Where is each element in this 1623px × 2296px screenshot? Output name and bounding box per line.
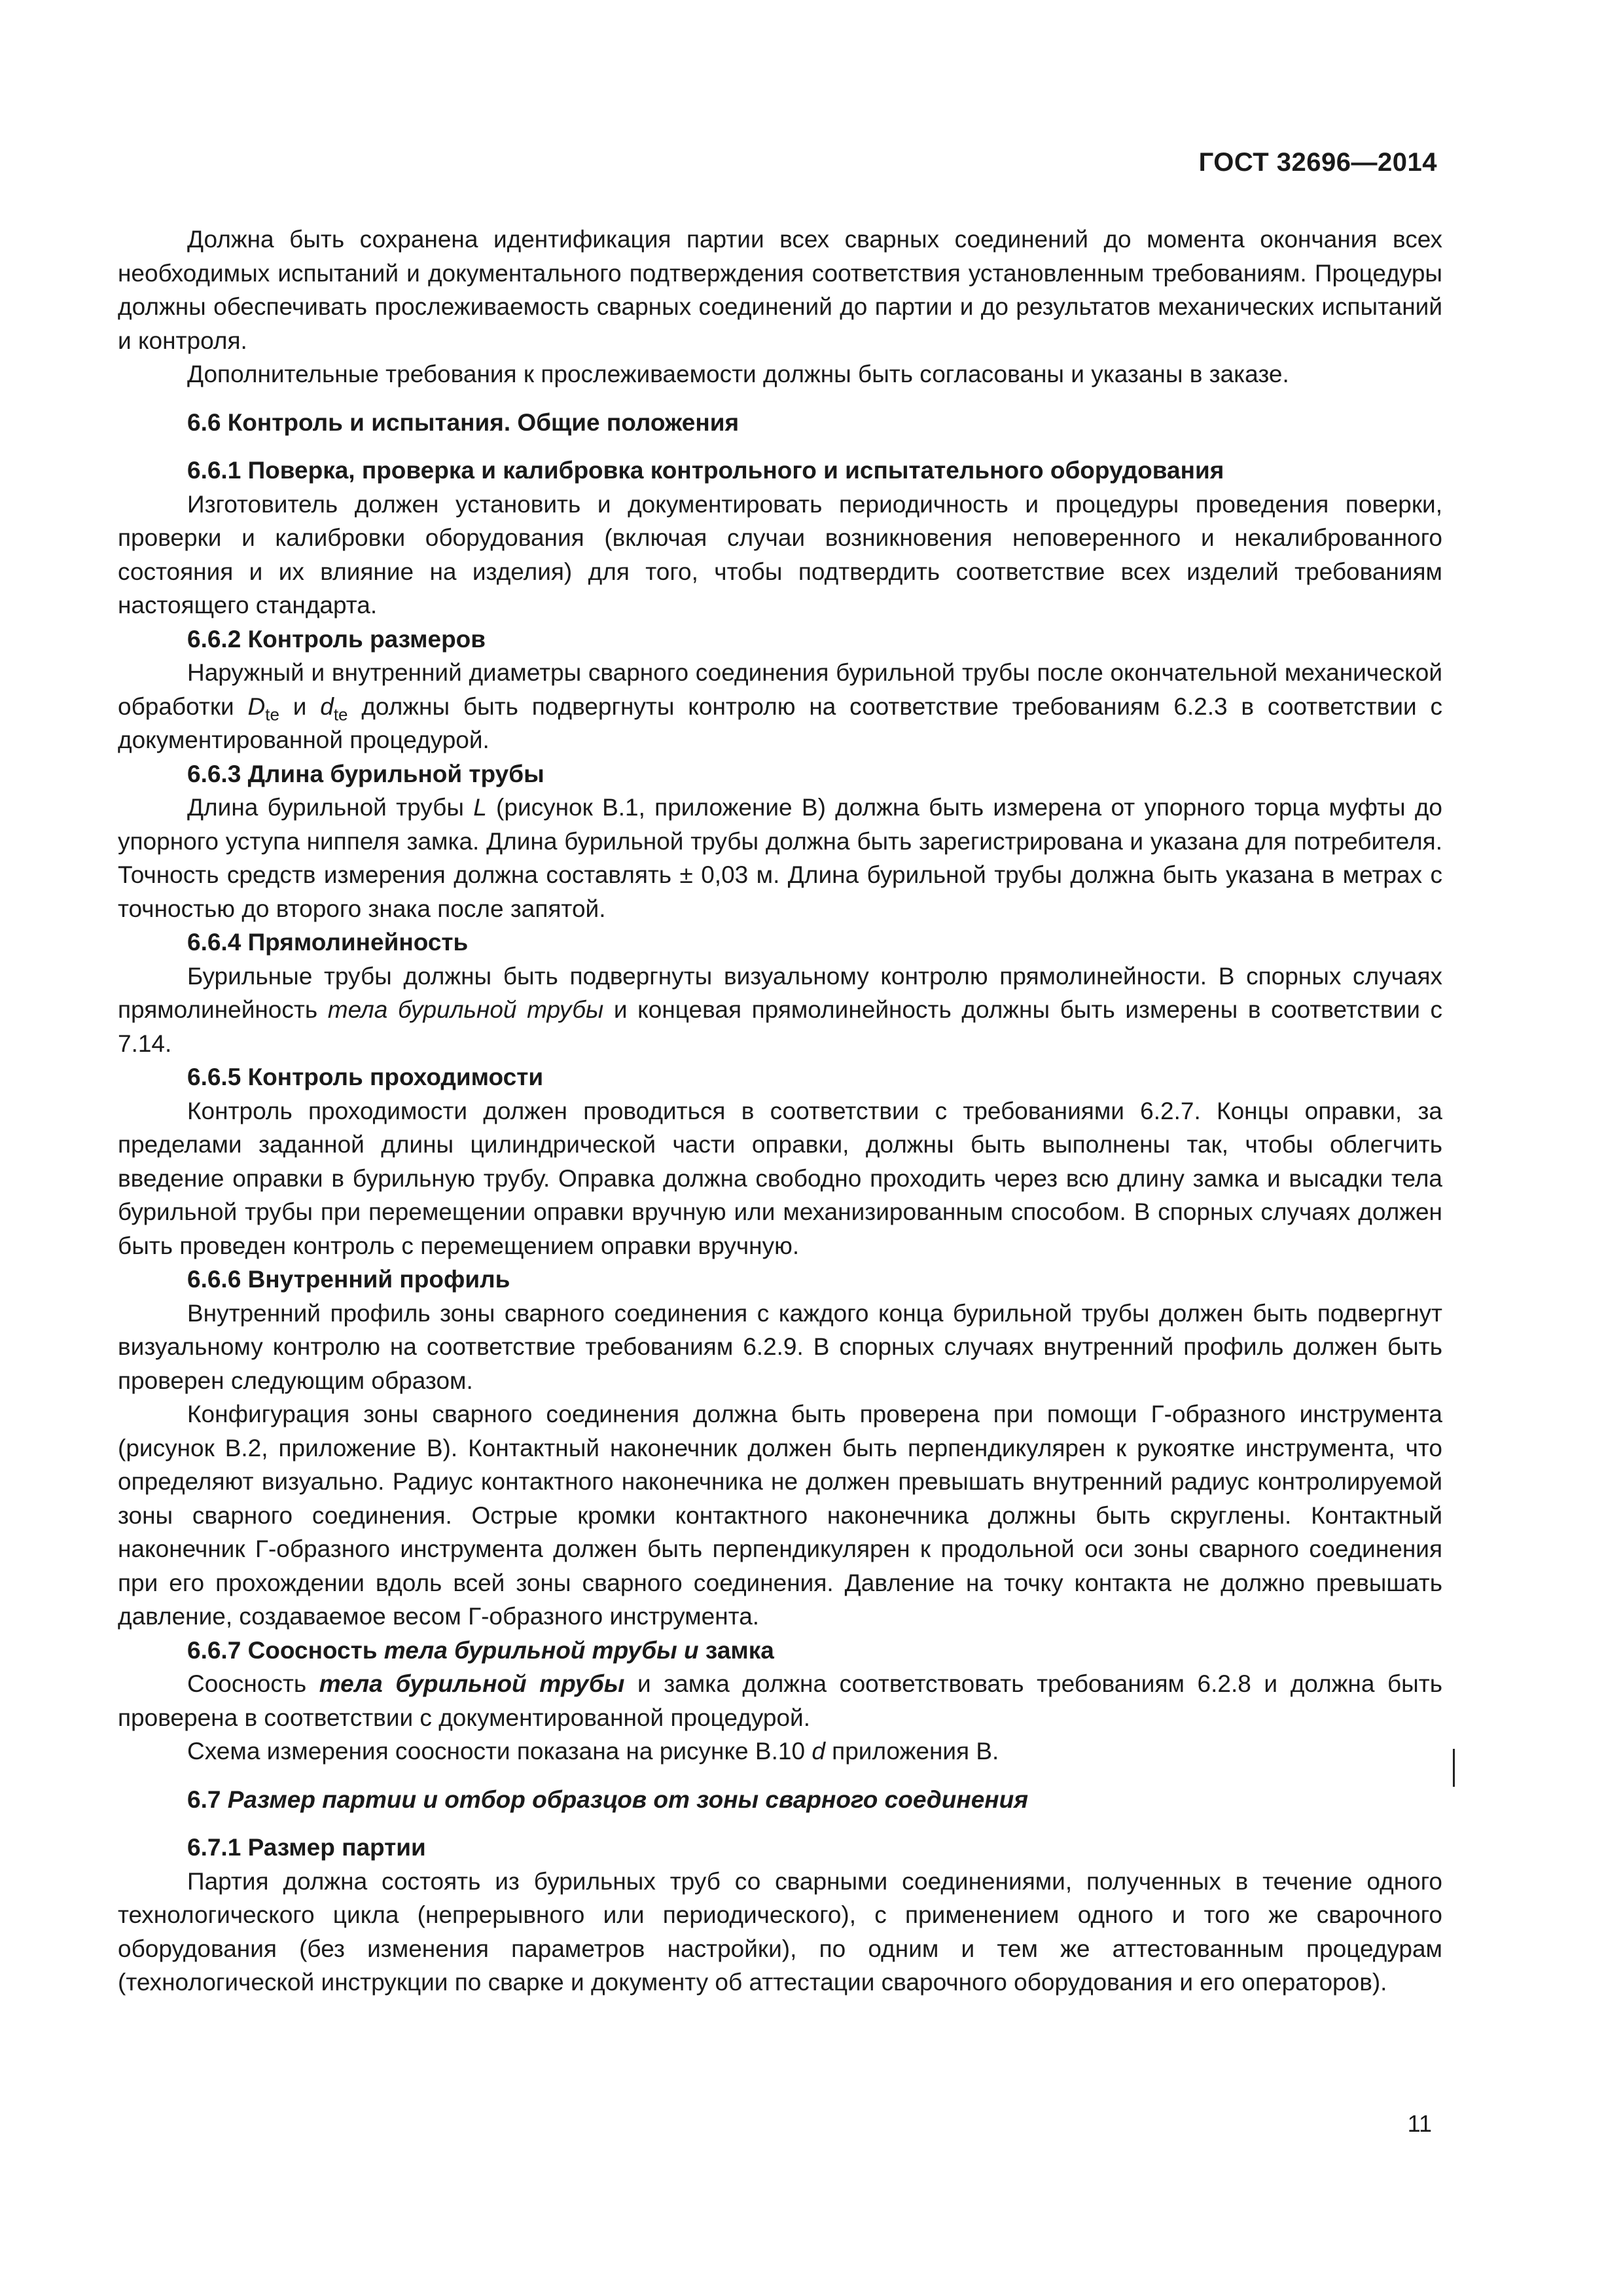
intro-paragraph-1: Должна быть сохранена идентификация партии всех сварных соединений до момента окончания всех необходимых испытаний и документального подтверждения соответствия установленным требованиям. Процедуры должны обеспечивать прослеживаемость сварных соединений до партии и до результатов механических испытаний и контроля. [118, 226, 1442, 354]
section-6-6-5-title: 6.6.5 Контроль проходимости [187, 1064, 544, 1090]
document-body [118, 223, 1442, 2000]
revision-change-bar [1453, 1749, 1455, 1787]
section-6-6-7-paragraph-1: Соосность тела бурильной трубы и замка должна соответствовать требованиям 6.2.8 и должна быть проверена в соответствии с документированной процедурой. [118, 1670, 1443, 1731]
section-6-6-5-paragraph: Контроль проходимости должен проводиться в соответствии с требованиями 6.2.7. Концы оправки, за пределами заданной длины цилиндрической части оправки, должны быть выполнены так, чтобы облегчить введение оправки в бурильную трубу. Оправка должна свободно проходить через всю длину замка и высадки тела бурильной трубы при перемещении оправки вручную или механизированным способом. В спорных случаях должен быть проведен контроль с перемещением оправки вручную. [118, 1097, 1442, 1259]
document-code: ГОСТ 32696—2014 [1198, 148, 1437, 177]
symbol-L: L [473, 794, 487, 821]
section-6-6-4-title: 6.6.4 Прямолинейность [187, 929, 469, 956]
section-6-6-4-paragraph: Бурильные трубы должны быть подвергнуты визуальному контролю прямолинейности. В спорных случаях прямолинейность тела бурильной трубы и концевая прямолинейность должны быть измерены в соответствии с 7.14. [118, 962, 1443, 1057]
section-6-7-1-paragraph: Партия должна состоять из бурильных труб со сварными соединениями, полученных в течение одного технологического цикла (непрерывного или периодического), с применением одного и того же сварочного оборудования (без изменения параметров настройки), по одним и тем же аттестованным процедурам (технологической инструкции по сварке и документу об аттестации сварочного оборудования и его операторов). [118, 1867, 1442, 1996]
section-6-6-6-paragraph-2: Конфигурация зоны сварного соединения должна быть проверена при помощи Г-образного инструмента (рисунок В.2, приложение В). Контактный наконечник должен быть перпендикулярен к рукоятке инструмента, что определяют визуально. Радиус контактного наконечника не должен превышать внутренний радиус контролируемой зоны сварного соединения. Острые кромки контактного наконечника должны быть скруглены. Контактный наконечник Г-образного инструмента должен быть перпендикулярен к продольной оси зоны сварного соединения при его прохождении вдоль всей зоны сварного соединения. Давление на точку контакта не должно превышать давление, создаваемое весом Г-образного инструмента. [118, 1401, 1442, 1630]
section-6-6-title: 6.6 Контроль и испытания. Общие положения [187, 408, 740, 436]
section-6-6-2-title: 6.6.2 Контроль размеров [187, 625, 486, 653]
intro-paragraph-2: Дополнительные требования к прослеживаемости должны быть согласованы и указаны в заказе. [187, 361, 1289, 387]
symbol-D: D [247, 692, 266, 720]
page-number: 11 [1407, 2110, 1432, 2137]
section-6-6-6-title: 6.6.6 Внутренний профиль [187, 1266, 510, 1293]
section-6-6-7-paragraph-2: Схема измерения соосности показана на рисунке В.10 d приложения В. [187, 1738, 999, 1765]
section-6-6-2-paragraph: Наружный и внутренний диаметры сварного соединения бурильной трубы после окончательной механической обработки $D_{te}$ и $d_{te}$ должны быть подвергнуты контролю на соответствие требованиям 6.2.3 в соответствии с документированной процедурой. [118, 659, 1442, 753]
section-6-6-3-paragraph: Длина бурильной трубы L (рисунок В.1, приложение В) должна быть измерена от упорного торца муфты до упорного уступа ниппеля замка. Длина бурильной трубы должна быть зарегистрирована и указана для потребителя. Точность средств измерения должна составлять ± 0,03 м. Длина бурильной трубы должна быть указана в метрах с точностью до второго знака после запятой. [118, 794, 1442, 922]
section-6-7-title: 6.7 Размер партии и отбор образцов от зоны сварного соединения [187, 1785, 1029, 1813]
section-6-6-1-paragraph: Изготовитель должен установить и документировать периодичность и процедуры проведения поверки, проверки и калибровки оборудования (включая случаи возникновения неповеренного и некалиброванного состояния и их влияние на изделия) для того, чтобы подтвердить соответствие всех изделий требованиям настоящего стандарта. [118, 490, 1442, 619]
symbol-d: d [320, 692, 334, 720]
section-6-6-6-paragraph-1: Внутренний профиль зоны сварного соединения с каждого конца бурильной трубы должен быть подвергнут визуальному контролю на соответствие требованиям 6.2.9. В спорных случаях внутренний профиль должен быть проверен следующим образом. [118, 1299, 1442, 1394]
section-6-6-7-title: 6.6.7 Соосность тела бурильной трубы и замка [187, 1636, 774, 1664]
section-6-6-1-title: 6.6.1 Поверка, проверка и калибровка контрольного и испытательного оборудования [187, 457, 1224, 484]
section-6-6-3-title: 6.6.3 Длина бурильной трубы [187, 760, 544, 787]
section-6-7-1-title: 6.7.1 Размер партии [187, 1834, 426, 1861]
